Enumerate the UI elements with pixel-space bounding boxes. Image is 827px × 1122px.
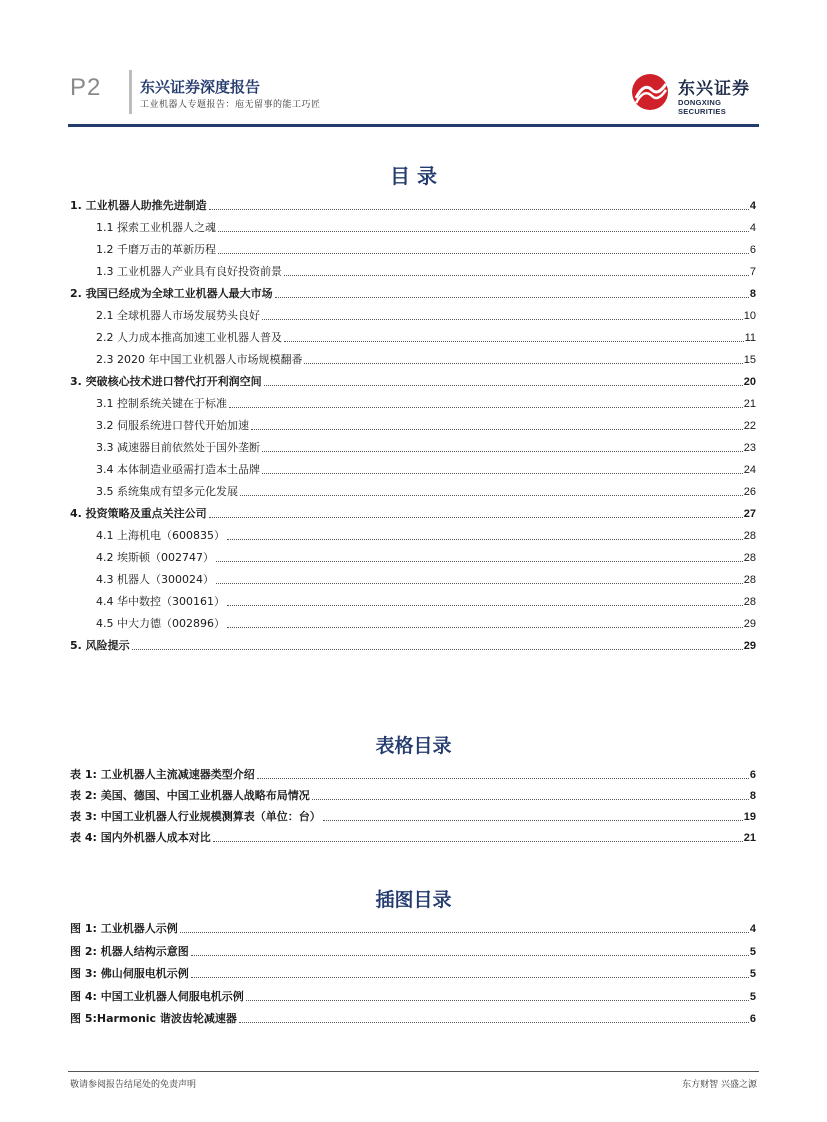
toc-entry[interactable] [96,331,756,345]
toc-entry[interactable] [96,573,756,587]
toc-entry[interactable] [96,309,756,323]
figure-entry[interactable] [70,1012,756,1026]
logo-name-cn: 东兴证券 [678,79,750,99]
dot-leader [227,626,743,628]
toc-entry[interactable] [96,595,756,609]
dot-leader [240,494,743,496]
toc-entry[interactable] [70,639,756,653]
header-rule [68,124,759,127]
toc-entry-label: 1.1 探索工业机器人之魂 [96,221,216,234]
dot-leader [246,999,749,1001]
toc-entry-label: 3.5 系统集成有望多元化发展 [96,485,238,498]
logo-name-en: DONGXING SECURITIES [678,98,727,116]
toc-entry-page: 6 [749,244,756,256]
toc-entry-label: 3.2 伺服系统进口替代开始加速 [96,419,249,432]
toc-entry-label: 2.3 2020 年中国工业机器人市场规模翻番 [96,353,303,366]
toc-entry[interactable] [70,507,756,521]
dot-leader [229,406,743,408]
toc-entry-page: 29 [743,640,756,652]
toc-entry-page: 4 [749,200,756,212]
toc-entry[interactable] [96,243,756,257]
toc-entry-page: 26 [743,486,756,498]
dot-leader [275,296,749,298]
dot-leader [216,560,743,562]
figure-entry-page: 5 [749,990,756,1003]
brand-title: 东兴证券深度报告 [140,78,261,96]
table-entry-label: 表 2: 美国、德国、中国工业机器人战略布局情况 [70,789,310,802]
dot-leader [132,648,743,650]
table-entry[interactable] [70,789,756,803]
toc-entry-page: 10 [743,310,756,322]
logo-mark-icon [630,72,674,112]
toc-entry[interactable] [96,551,756,565]
toc-entry-label: 1. 工业机器人助推先进制造 [70,199,207,212]
figure-entry[interactable] [70,990,756,1004]
toc-entry-page: 20 [743,376,756,388]
dot-leader [227,604,743,606]
toc-entry-page: 28 [743,574,756,586]
dot-leader [262,318,743,320]
dot-leader [218,252,749,254]
footer-slogan: 东方财智 兴盛之源 [682,1080,757,1090]
dot-leader [209,516,743,518]
toc-entry-label: 4.3 机器人（300024） [96,573,214,586]
page-number: P2 [70,74,102,101]
toc-entry[interactable] [70,199,756,213]
toc-entry[interactable] [96,221,756,235]
dot-leader [312,798,749,800]
toc-entry-page: 28 [743,552,756,564]
dot-leader [218,230,749,232]
figure-entry-label: 图 5:Harmonic 谐波齿轮减速器 [70,1012,237,1025]
figure-entry[interactable] [70,922,756,936]
footer-rule [68,1071,759,1072]
toc-entry-page: 4 [749,222,756,234]
table-entry[interactable] [70,768,756,782]
toc-entry-label: 4. 投资策略及重点关注公司 [70,507,207,520]
table-entry-page: 19 [743,811,756,823]
dot-leader [227,538,743,540]
toc-entry-page: 8 [749,288,756,300]
toc-entry-page: 15 [743,354,756,366]
figures-toc-title: 插图目录 [375,889,452,911]
footer-disclaimer: 敬请参阅报告结尾处的免责声明 [70,1080,197,1090]
figure-entry[interactable] [70,967,756,981]
table-entry-page: 21 [743,832,756,844]
dot-leader [180,931,749,933]
figure-entry-label: 图 2: 机器人结构示意图 [70,944,189,958]
dot-leader [251,428,743,430]
dot-leader [257,777,749,779]
report-subtitle: 工业机器人专题报告：庖无留事的能工巧匠 [140,100,321,110]
toc-entry-label: 3.1 控制系统关键在于标准 [96,397,227,410]
table-entry[interactable] [70,810,756,824]
toc-entry-page: 23 [743,442,756,454]
toc-entry-label: 4.1 上海机电（600835） [96,529,225,542]
figure-entry-page: 5 [749,968,756,980]
figure-entry-page: 6 [749,1013,756,1025]
dot-leader [239,1021,749,1023]
toc-entry-label: 1.2 千磨万击的革新历程 [96,243,216,256]
toc-entry-page: 22 [743,420,756,432]
dot-leader [213,840,743,842]
table-entry-page: 6 [749,769,756,781]
dot-leader [262,472,743,474]
toc-entry-label: 3.3 减速器目前依然处于国外垄断 [96,441,260,454]
toc-entry-label: 1.3 工业机器人产业具有良好投资前景 [96,265,282,278]
dot-leader [262,450,743,452]
toc-entry-page: 27 [743,508,756,520]
toc-entry-label: 4.2 埃斯顿（002747） [96,551,214,564]
toc-entry[interactable] [96,265,756,279]
toc-entry-label: 2.1 全球机器人市场发展势头良好 [96,309,260,322]
toc-entry[interactable] [70,375,756,389]
company-logo [630,72,760,116]
toc-entry[interactable] [96,419,756,433]
page-header [0,0,827,130]
table-entry-label: 表 1: 工业机器人主流减速器类型介绍 [70,768,255,781]
toc-entry-page: 28 [743,530,756,542]
figure-entry-label: 图 4: 中国工业机器人伺服电机示例 [70,989,244,1003]
toc-entry-label: 5. 风险提示 [70,639,130,652]
dot-leader [304,362,742,364]
toc-entry-page: 28 [743,596,756,608]
toc-entry[interactable] [96,353,756,367]
dot-leader [264,384,743,386]
toc-entry-label: 2. 我国已经成为全球工业机器人最大市场 [70,287,273,300]
toc-entry-page: 29 [743,618,756,630]
dot-leader [284,274,749,276]
toc-entry-page: 21 [743,398,756,410]
figure-entry[interactable] [70,945,756,959]
table-entry-label: 表 4: 国内外机器人成本对比 [70,831,211,844]
dot-leader [216,582,743,584]
toc-entry[interactable] [96,463,756,477]
figure-entry-label: 图 1: 工业机器人示例 [70,922,178,935]
toc-entry-label: 3. 突破核心技术进口替代打开利润空间 [70,375,262,388]
table-entry-label: 表 3: 中国工业机器人行业规模测算表（单位：台） [70,810,321,823]
table-entry-page: 8 [749,790,756,802]
toc-entry[interactable] [96,485,756,499]
toc-entry-label: 4.5 中大力德（002896） [96,617,225,630]
toc-title: 目 录 [390,164,437,188]
toc-entry-page: 24 [743,464,756,476]
table-entry[interactable] [70,831,756,845]
toc-entry-label: 3.4 本体制造业亟需打造本土品牌 [96,463,260,476]
toc-entry[interactable] [96,617,756,631]
header-divider [129,70,132,114]
figure-entry-page: 5 [749,945,756,958]
figure-entry-page: 4 [749,923,756,935]
tables-toc-title: 表格目录 [375,735,452,757]
dot-leader [284,340,744,342]
toc-entry[interactable] [96,397,756,411]
toc-entry-page: 7 [749,266,756,278]
dot-leader [323,819,743,821]
figure-entry-label: 图 3: 佛山伺服电机示例 [70,967,189,980]
toc-entry[interactable] [70,287,756,301]
dot-leader [209,208,749,210]
toc-entry-page: 11 [744,332,756,344]
toc-entry[interactable] [96,441,756,455]
toc-entry-label: 2.2 人力成本推高加速工业机器人普及 [96,331,282,344]
toc-entry[interactable] [96,529,756,543]
dot-leader [191,954,749,956]
dot-leader [191,976,749,978]
toc-entry-label: 4.4 华中数控（300161） [96,595,225,608]
